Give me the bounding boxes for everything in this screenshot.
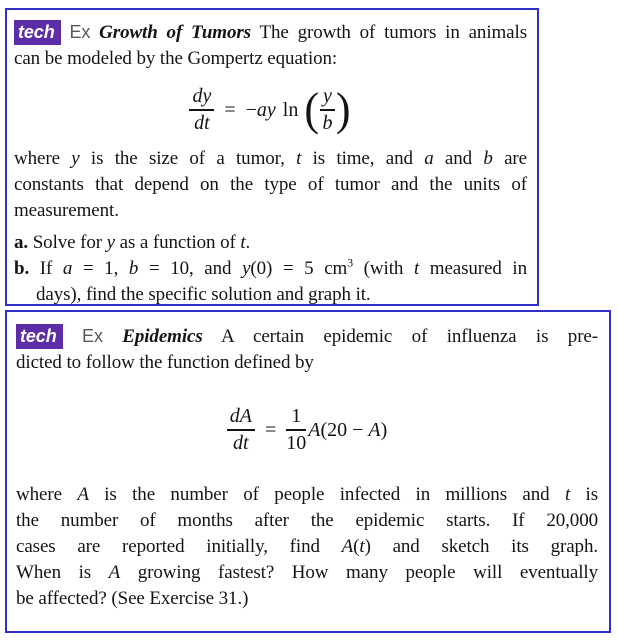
text-segment: can be modeled by the Gompertz equation: [14,48,338,69]
fraction-numerator: 1 [286,405,306,431]
text-segment: measured in [419,258,527,279]
tech-badge: tech [14,20,61,45]
text-segment: is the size of a tumor, [79,148,297,169]
text-line [14,172,527,198]
text-segment: where [14,148,72,169]
problem-heading [16,323,598,350]
text-segment: is time, and [301,148,425,169]
fraction-numerator: dy [189,85,214,111]
text-segment: A [368,418,381,441]
text-segment: as a function of [115,232,241,253]
text-segment: (0) = 5 cm [250,258,348,279]
text-segment: a. [14,232,29,253]
text-segment: Growth of Tumors [99,22,251,43]
text-segment: cases are reported initially, find [16,536,342,557]
text-segment: a [424,148,434,169]
fraction-denominator: 10 [286,432,307,454]
text-segment: are [492,148,527,169]
equals-sign: = [264,418,277,441]
text-segment: A [77,484,89,505]
text-segment: . [245,232,251,253]
text-segment: A certain epidemic of influenza is pre- [202,326,598,347]
text-segment: growing fastest? How many people will eventually [120,562,598,583]
ex-label: Ex [69,22,91,42]
heading-text [99,22,527,43]
equation-rhs [308,419,387,442]
text-line [14,146,527,172]
text-segment: measurement. [14,200,119,221]
y-over-b-fraction [320,85,335,135]
text-segment: ) and sketch its graph. [364,536,598,557]
text-segment: A [108,562,121,583]
text-line [16,534,598,560]
logistic-equation [16,402,598,458]
text-segment: 3 [347,256,354,270]
ln-function: ln [282,98,299,121]
text-segment: t [240,232,246,253]
text-segment: a [62,258,73,279]
fraction-denominator: b [322,112,333,134]
text-segment: The growth of tumors in animals [250,22,527,43]
text-line [16,508,598,534]
text-line [16,586,598,612]
problem-heading [14,19,527,46]
coefficient: ay [256,98,276,121]
text-line [14,198,527,224]
text-segment: b. [14,258,30,279]
left-paren: ( [304,83,319,136]
text-segment: t [296,148,302,169]
text-segment: Solve for [28,232,107,253]
text-segment: y [71,148,80,169]
item-b-line-1 [14,256,527,282]
equals-sign: = [224,98,236,121]
text-segment: If [29,258,63,279]
text-segment: the number of months after the epidemic starts. If 20,000 [16,510,598,531]
text-segment: y [106,232,115,253]
right-paren: ) [335,83,351,136]
minus-sign: − [245,98,257,121]
fraction-denominator: dt [233,432,249,454]
fraction-denominator: dt [194,112,210,134]
one-tenth-fraction [286,405,306,455]
text-segment: where [16,484,78,505]
text-segment: = 1, [72,258,129,279]
problem-box-growth-of-tumors [5,8,539,306]
text-segment: (20 − [320,418,369,441]
tech-badge: tech [16,324,63,349]
gompertz-equation [14,82,527,138]
text-segment: Epidemics [122,326,203,347]
text-segment: (with [353,258,414,279]
heading-text [122,326,598,347]
text-segment: y [242,258,251,279]
text-segment: is [570,484,598,505]
text-segment: t [413,258,420,279]
text-segment: When is [16,562,109,583]
text-segment: b [128,258,139,279]
fraction-numerator: dA [227,405,255,431]
text-segment: be affected? (See Exercise 31.) [16,588,249,609]
text-line [16,560,598,586]
text-segment: constants that depend on the type of tumor and the units of [14,174,527,195]
text-segment: A [341,536,354,557]
text-line [14,46,527,72]
text-segment: = 10, and [138,258,243,279]
derivative-fraction [227,405,255,455]
text-segment: dicted to follow the function defined by [16,352,314,373]
item-a [14,230,527,256]
item-b-line-2 [14,282,527,308]
problem-box-epidemics [5,310,611,633]
text-segment: ) [380,418,388,441]
text-segment: t [359,536,365,557]
text-segment: A [308,418,321,441]
derivative-fraction [189,85,214,135]
ex-label: Ex [82,326,103,346]
text-segment: b [483,148,493,169]
text-segment: and [433,148,484,169]
text-segment: ( [353,536,360,557]
text-segment: t [564,484,571,505]
fraction-numerator: y [320,85,335,111]
text-segment: days), find the specific solution and graph it. [36,284,371,305]
text-line [16,350,598,376]
text-segment: is the number of people infected in millions and [88,484,565,505]
text-line [16,482,598,508]
